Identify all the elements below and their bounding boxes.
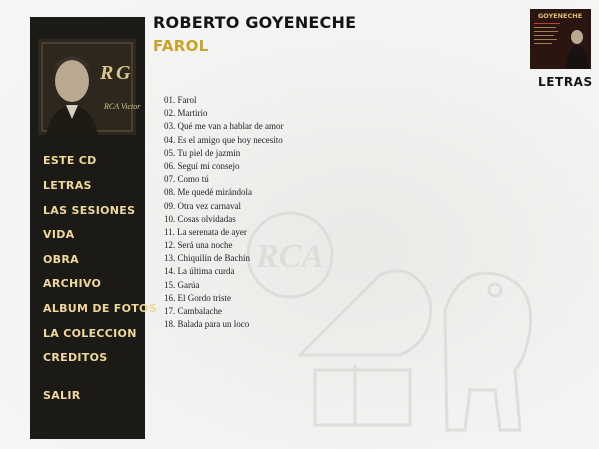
track-item[interactable]: 12. Será una noche: [164, 240, 233, 251]
track-item[interactable]: 16. El Gordo triste: [164, 292, 231, 303]
menu-item-creditos[interactable]: CREDITOS: [43, 351, 108, 364]
track-item[interactable]: 03. Qué me van a hablar de amor: [164, 121, 284, 132]
menu-item-album-de-fotos[interactable]: ALBUM DE FOTOS: [43, 302, 157, 315]
menu-item-este-cd[interactable]: ESTE CD: [43, 154, 97, 167]
svg-text:G: G: [116, 62, 131, 84]
track-item[interactable]: 04. Es el amigo que hoy necesito: [164, 134, 283, 145]
svg-text:R: R: [100, 62, 114, 84]
track-item[interactable]: 10. Cosas olvidadas: [164, 213, 236, 224]
track-item[interactable]: 06. Seguí mi consejo: [164, 160, 240, 171]
svg-text:RCA Victor: RCA Victor: [104, 102, 141, 111]
svg-text:GOYENECHE: GOYENECHE: [537, 12, 583, 20]
menu-item-letras[interactable]: LETRAS: [43, 179, 92, 192]
album-art: [38, 39, 141, 135]
track-item[interactable]: 05. Tu piel de jazmín: [164, 147, 241, 158]
section-title: LETRAS: [538, 75, 593, 89]
album-cover-image: [530, 9, 591, 69]
track-item[interactable]: 01. Farol: [164, 95, 197, 105]
artist-name: ROBERTO GOYENECHE: [153, 13, 357, 32]
menu-item-obra[interactable]: OBRA: [43, 253, 79, 266]
menu-item-las-sesiones[interactable]: LAS SESIONES: [43, 204, 136, 217]
album-title: FAROL: [153, 37, 209, 55]
track-item[interactable]: 07. Como tú: [164, 174, 209, 185]
album-art-image: [38, 39, 141, 135]
track-item[interactable]: 14. La última curda: [164, 266, 235, 277]
track-item[interactable]: 17. Cambalache: [164, 306, 222, 316]
track-list: [164, 94, 283, 331]
menu-item-la-coleccion[interactable]: LA COLECCION: [43, 327, 137, 340]
menu-item-archivo[interactable]: ARCHIVO: [43, 277, 102, 290]
track-item[interactable]: 15. Garúa: [164, 279, 200, 290]
track-item[interactable]: 08. Me quedé mirándola: [164, 187, 252, 198]
sidebar: [30, 17, 157, 439]
track-item[interactable]: 11. La serenata de ayer: [164, 226, 247, 237]
album-cover-thumbnail: [530, 9, 591, 69]
svg-text:RCA: RCA: [255, 238, 325, 275]
menu-item-salir[interactable]: SALIR: [43, 389, 81, 402]
track-item[interactable]: 02. Martirio: [164, 108, 208, 119]
menu-item-vida[interactable]: VIDA: [43, 228, 75, 241]
track-item[interactable]: 18. Balada para un loco: [164, 319, 250, 330]
track-item[interactable]: 13. Chiquilín de Bachín: [164, 253, 250, 264]
track-item[interactable]: 09. Otra vez carnaval: [164, 200, 241, 211]
